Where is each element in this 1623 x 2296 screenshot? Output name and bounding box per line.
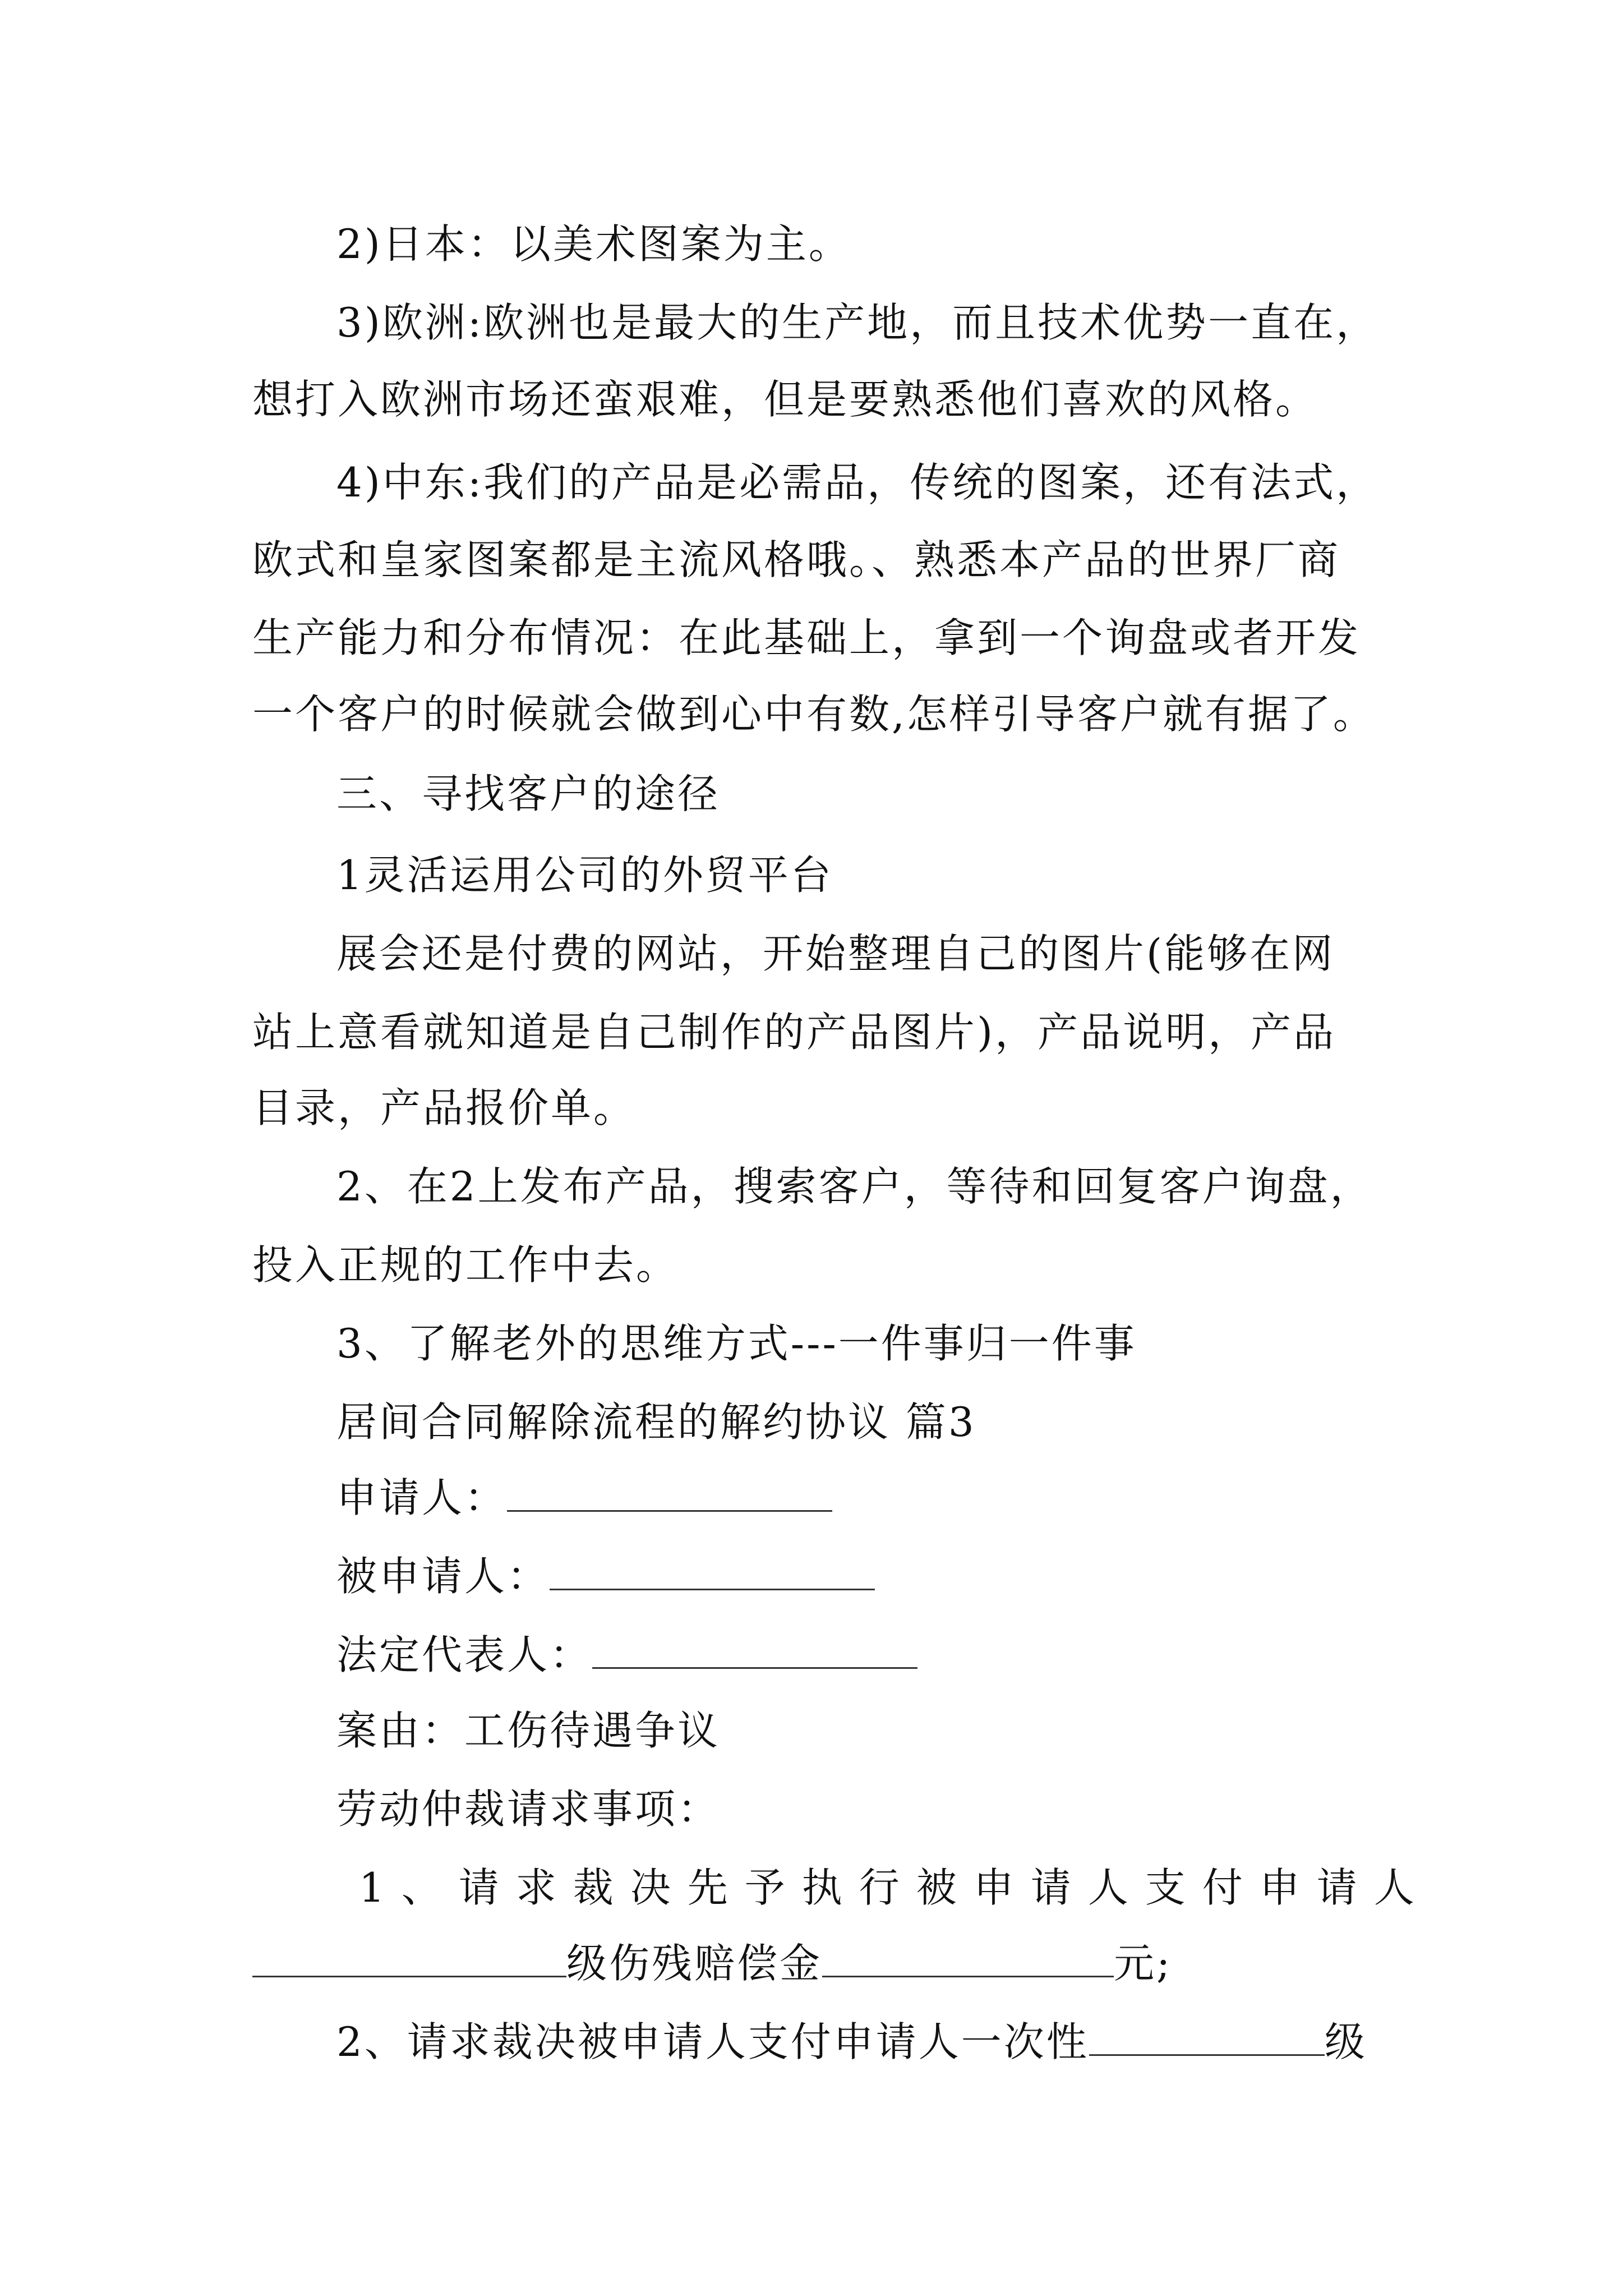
respondent-line (336, 1537, 875, 1616)
text-line: 3、了解老外的思维方式---一件事归一件事 (336, 1320, 1137, 1367)
text-line: 案由：工伤待遇争议 (336, 1707, 721, 1754)
legal-rep-label: 法定代表人： (336, 1631, 593, 1678)
claim-2-end: 级 (1324, 2018, 1367, 2065)
legal-rep-blank[interactable] (592, 1634, 917, 1669)
text-line: 展会还是付费的网站，开始整理自己的图片(能够在网 (336, 930, 1335, 977)
text-line: 4)中东:我们的产品是必需品，传统的图案，还有法式， (336, 459, 1379, 506)
text-line: 1灵活运用公司的外贸平台 (336, 852, 833, 899)
applicant-line (336, 1458, 832, 1537)
text-line: 目录，产品报价单。 (252, 1084, 637, 1131)
compensation-amount-blank[interactable] (822, 1942, 1114, 1977)
claim-2-line (336, 2003, 1367, 2081)
section-heading: 居间合同解除流程的解约协议 篇3 (336, 1398, 976, 1446)
applicant-blank[interactable] (507, 1476, 832, 1512)
text-line: 3)欧洲:欧洲也是最大的生产地，而且技术优势一直在， (336, 299, 1379, 346)
disability-grade-blank[interactable] (252, 1942, 566, 1977)
text-line: 站上意看就知道是自己制作的产品图片)，产品说明，产品 (252, 1009, 1336, 1056)
text-line: 生产能力和分布情况：在此基础上，拿到一个询盘或者开发 (252, 614, 1361, 661)
text-line: 欧式和皇家图案都是主流风格哦。、熟悉本产品的世界厂商 (252, 536, 1341, 583)
text-line: 2、在2上发布产品，搜索客户，等待和回复客户询盘， (336, 1163, 1373, 1210)
claim-1-cont-line (252, 1924, 1172, 2003)
claim-1-line: 1、请求裁决先予执行被申请人支付申请人 (359, 1864, 1431, 1911)
text-line: 劳动仲裁请求事项： (336, 1786, 721, 1833)
text-line: 一个客户的时候就会做到心中有数,怎样引导客户就有据了。 (252, 691, 1376, 738)
text-line: 投入正规的工作中去。 (252, 1241, 679, 1289)
claim-1-end: 元; (1114, 1940, 1173, 1987)
text-line: 2)日本：以美术图案为主。 (336, 220, 851, 268)
respondent-blank[interactable] (550, 1555, 875, 1590)
claim-2-blank[interactable] (1089, 2021, 1325, 2056)
section-heading: 三、寻找客户的途径 (336, 770, 721, 817)
applicant-label: 申请人： (336, 1474, 508, 1521)
respondent-label: 被申请人： (336, 1553, 550, 1600)
claim-2-text: 2、请求裁决被申请人支付申请人一次性 (336, 2018, 1089, 2065)
legal-rep-line (336, 1616, 917, 1694)
text-line: 想打入欧洲市场还蛮艰难，但是要熟悉他们喜欢的风格。 (252, 376, 1318, 423)
claim-1-middle: 级伤残赔偿金 (566, 1940, 823, 1987)
